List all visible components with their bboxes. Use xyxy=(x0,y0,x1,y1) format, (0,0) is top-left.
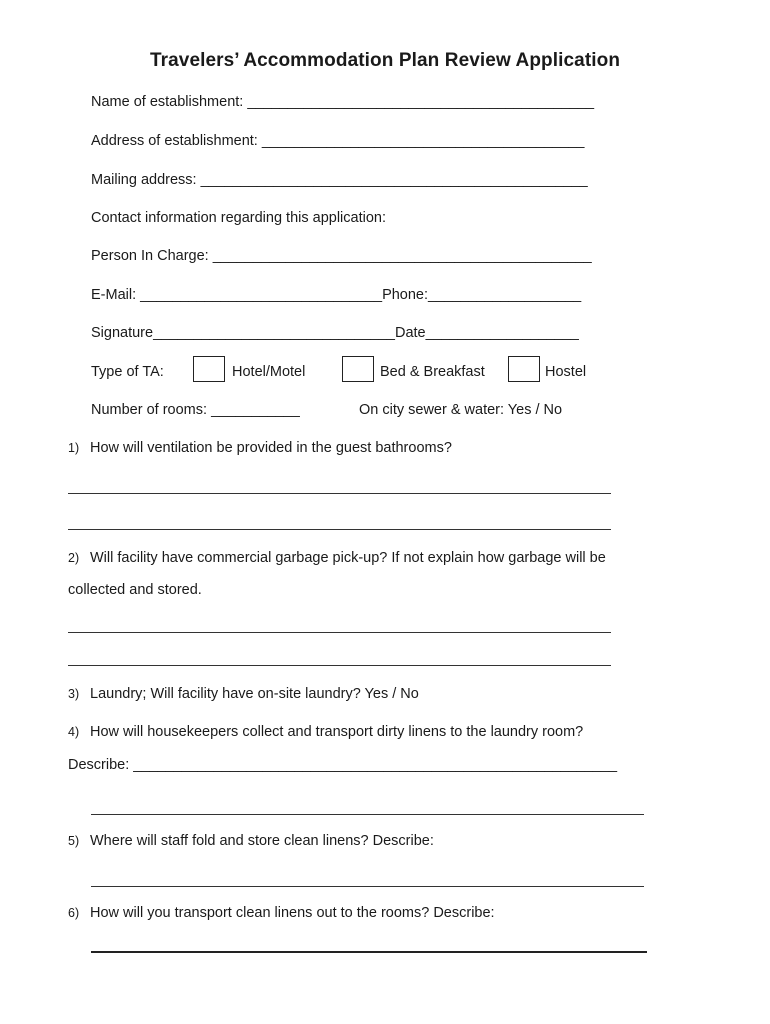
field-city-sewer-water[interactable]: On city sewer & water: Yes / No xyxy=(359,402,563,418)
form-title: Travelers’ Accommodation Plan Review Application xyxy=(149,50,621,71)
question-number: 2) xyxy=(68,551,80,565)
field-mailing-address[interactable]: Mailing address: ________________________________________________ xyxy=(91,172,588,188)
question-number: 1) xyxy=(68,441,80,455)
checkbox-bed-breakfast[interactable] xyxy=(342,356,374,382)
question-text: How will you transport clean linens out to the rooms? Describe: xyxy=(90,905,495,921)
contact-info-heading: Contact information regarding this application: xyxy=(91,210,386,226)
answer-line[interactable] xyxy=(91,814,644,815)
field-person-in-charge[interactable]: Person In Charge: _______________________________________________ xyxy=(91,248,592,264)
question-number: 4) xyxy=(68,725,80,739)
question-text: Where will staff fold and store clean linens? Describe: xyxy=(90,833,434,849)
field-email-phone[interactable]: E-Mail: ______________________________Phone:___________________ xyxy=(91,287,582,303)
answer-line[interactable] xyxy=(68,632,611,633)
answer-line[interactable] xyxy=(91,951,647,953)
question-text: How will housekeepers collect and transport dirty linens to the laundry room? xyxy=(90,724,584,740)
question-number: 5) xyxy=(68,834,80,848)
answer-line[interactable] xyxy=(68,493,611,494)
question-2-continued: collected and stored. xyxy=(68,582,202,598)
question-number: 6) xyxy=(68,906,80,920)
ta-option-hotel-motel: Hotel/Motel xyxy=(232,364,306,380)
ta-option-hostel: Hostel xyxy=(545,364,587,380)
question-2 xyxy=(68,550,606,566)
question-6 xyxy=(68,905,495,921)
question-5 xyxy=(68,833,434,849)
ta-type-label: Type of TA: xyxy=(91,364,164,380)
answer-line[interactable] xyxy=(91,886,644,887)
question-3[interactable] xyxy=(68,686,419,702)
question-text: How will ventilation be provided in the guest bathrooms? xyxy=(90,440,452,456)
question-4 xyxy=(68,724,583,740)
ta-option-bed-breakfast: Bed & Breakfast xyxy=(380,364,485,380)
question-1 xyxy=(68,440,452,456)
question-text: Laundry; Will facility have on-site laundry? Yes / No xyxy=(90,686,419,702)
field-number-of-rooms[interactable]: Number of rooms: ___________ xyxy=(91,402,300,418)
field-establishment-address[interactable]: Address of establishment: ________________________________________ xyxy=(91,133,585,149)
question-text: Will facility have commercial garbage pick-up? If not explain how garbage will be xyxy=(90,550,606,566)
checkbox-hotel-motel[interactable] xyxy=(193,356,225,382)
field-describe-q4[interactable]: Describe: ____________________________________________________________ xyxy=(68,757,618,773)
answer-line[interactable] xyxy=(68,665,611,666)
answer-line[interactable] xyxy=(68,529,611,530)
question-number: 3) xyxy=(68,687,80,701)
field-signature-date[interactable]: Signature______________________________Date___________________ xyxy=(91,325,579,341)
checkbox-hostel[interactable] xyxy=(508,356,540,382)
field-establishment-name[interactable]: Name of establishment: ___________________________________________ xyxy=(91,94,595,110)
